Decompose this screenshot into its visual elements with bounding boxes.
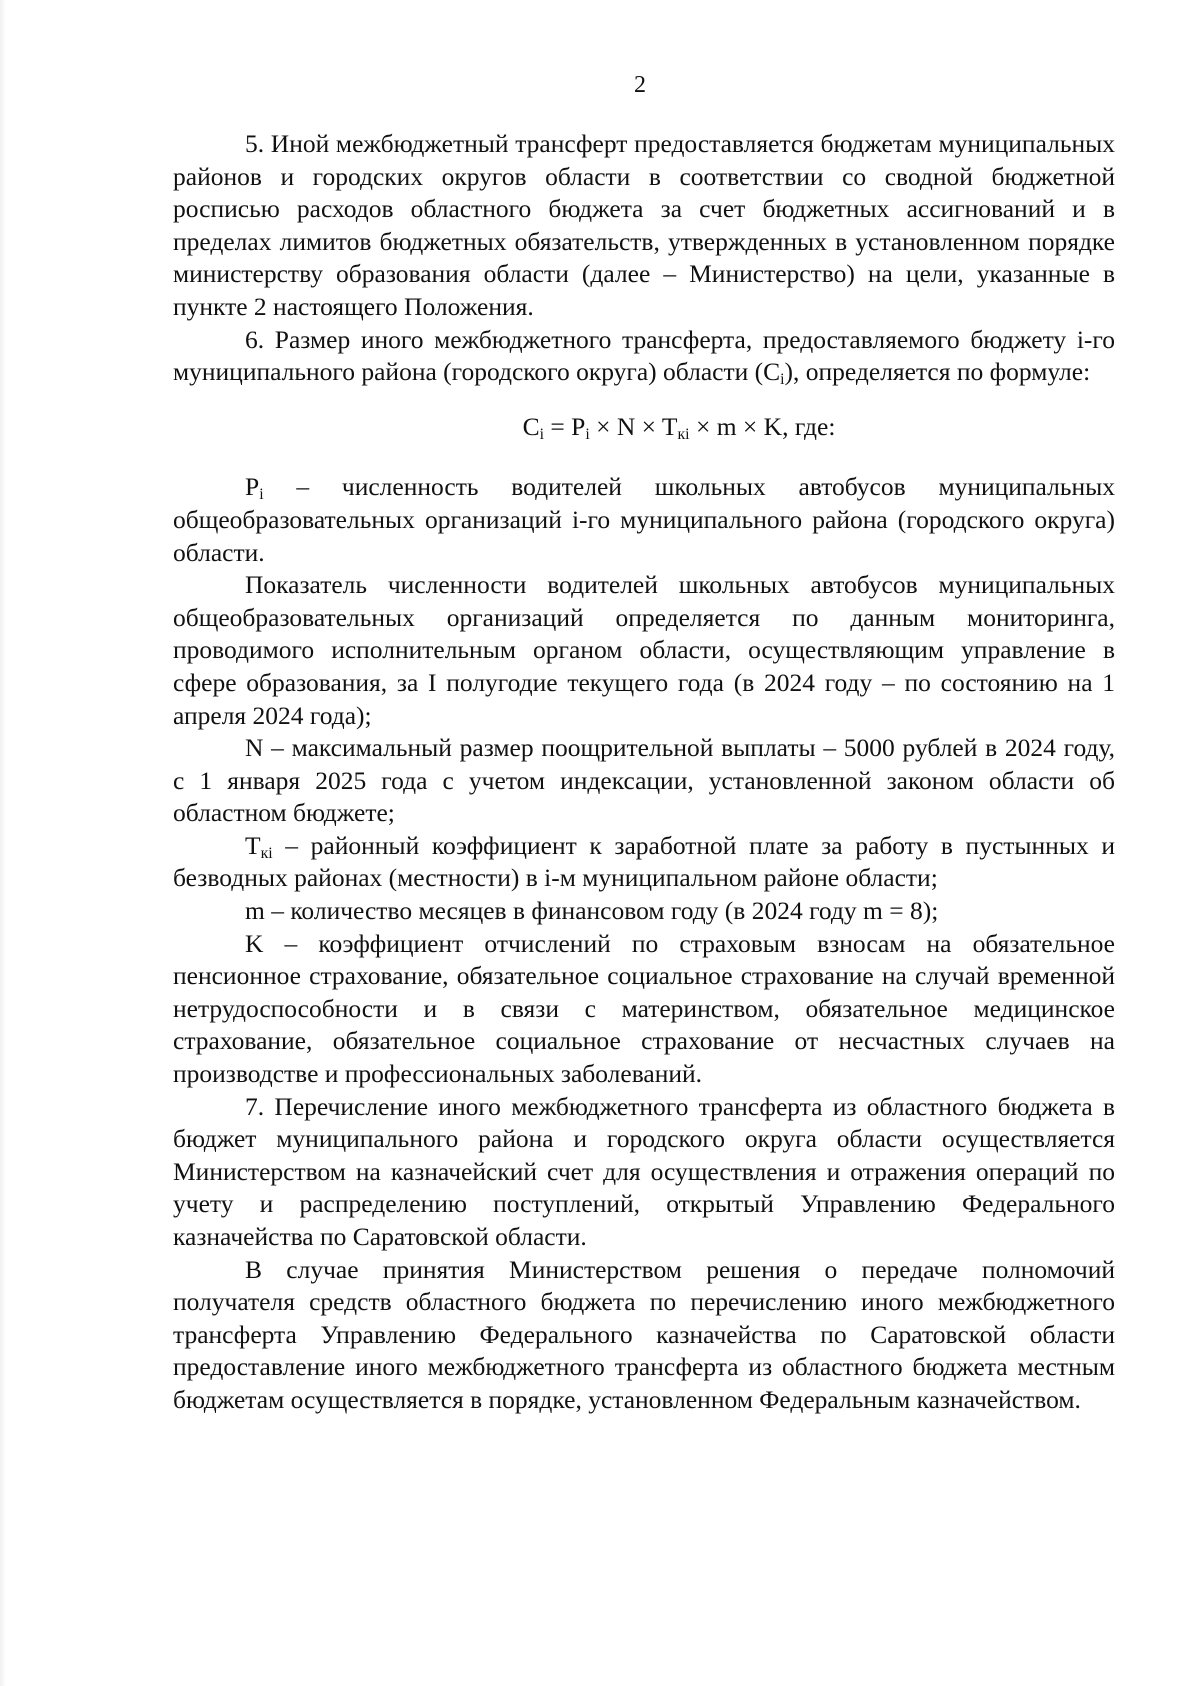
- paragraph-6-text: 6. Размер иного межбюджетного трансферта, предоставляемого бюджету i-го муниципального района (городского округа) области (C: [173, 324, 1115, 387]
- formula-c: C: [522, 411, 540, 441]
- definition-t-text: – районный коэффициент к заработной плате за работу в пустынных и безводных районах (местности) в i-м муниципальном районе области;: [173, 830, 1115, 893]
- definition-t: [173, 830, 1115, 895]
- paragraph-case: В случае принятия Министерством решения о передаче полномочий получателя средств областного бюджета по перечислению иного межбюджетного трансферта Управлению Федерального казначейства по Саратовской области предоставление иного межбюджетного трансферта из областного бюджета местным бюджетам осуществляется в порядке, установленном Федеральным казначейством.: [173, 1254, 1115, 1414]
- formula-c-subscript: i: [539, 425, 544, 443]
- document-body: [173, 128, 1115, 1417]
- definition-m: m – количество месяцев в финансовом году (в 2024 году m = 8);: [245, 896, 939, 926]
- definition-n: N – максимальный размер поощрительной выплаты – 5000 рублей в 2024 году, с 1 января 2025 года с учетом индексации, установленной законом области об областном бюджете;: [173, 733, 1115, 828]
- paragraph-6: [173, 324, 1115, 389]
- definition-k: K – коэффициент отчислений по страховым взносам на обязательное пенсионное страхование, обязательное социальное страхование на случай временной нетрудоспособности и в связи с материнством, обязательное медицинское страхование, обязательное социальное страхование от несчастных случаев на производстве и профессиональных заболеваний.: [173, 928, 1115, 1089]
- formula-rest: × m × K, где:: [689, 411, 836, 441]
- formula-p: = P: [543, 411, 586, 441]
- scan-edge: [0, 0, 6, 1686]
- subscript: i: [780, 371, 785, 389]
- formula-p-subscript: i: [585, 425, 590, 443]
- formula: [173, 411, 1115, 444]
- indicator-paragraph: Показатель численности водителей школьных автобусов муниципальных общеобразовательных организаций определяется по данным мониторинга, проводимого исполнительным органом области, осуществляющим управление в сфере образования, за I полугодие текущего года (в 2024 году – по состоянию на 1 апреля 2024 года);: [173, 570, 1115, 730]
- definition-t-symbol: T: [245, 830, 261, 860]
- formula-n-t: × N × T: [589, 411, 678, 441]
- definition-p: [173, 471, 1115, 569]
- definition-p-subscript: i: [259, 486, 264, 504]
- definition-p-text: – численность водителей школьных автобусов муниципальных общеобразовательных организаций i-го муниципального района (городского округа) области.: [173, 472, 1115, 567]
- definition-t-subscript: кi: [260, 844, 273, 862]
- paragraph-6-text-end: ), определяется по формуле:: [784, 357, 1091, 387]
- definition-p-symbol: P: [245, 472, 260, 502]
- paragraph-7: 7. Перечисление иного межбюджетного трансферта из областного бюджета в бюджет муниципального района и городского округа области осуществляется Министерством на казначейский счет для осуществления и отражения операций по учету и распределению поступлений, открытый Управлению Федерального казначейства по Саратовской области.: [173, 1091, 1115, 1251]
- paragraph-5: 5. Иной межбюджетный трансферт предоставляется бюджетам муниципальных районов и городских округов области в соответствии со сводной бюджетной росписью расходов областного бюджета за счет бюджетных ассигнований и в пределах лимитов бюджетных обязательств, утвержденных в установленном порядке министерству образования области (далее – Министерство) на цели, указанные в пункте 2 настоящего Положения.: [173, 129, 1115, 321]
- formula-t-subscript: кi: [677, 425, 690, 443]
- page-number: 2: [634, 72, 646, 98]
